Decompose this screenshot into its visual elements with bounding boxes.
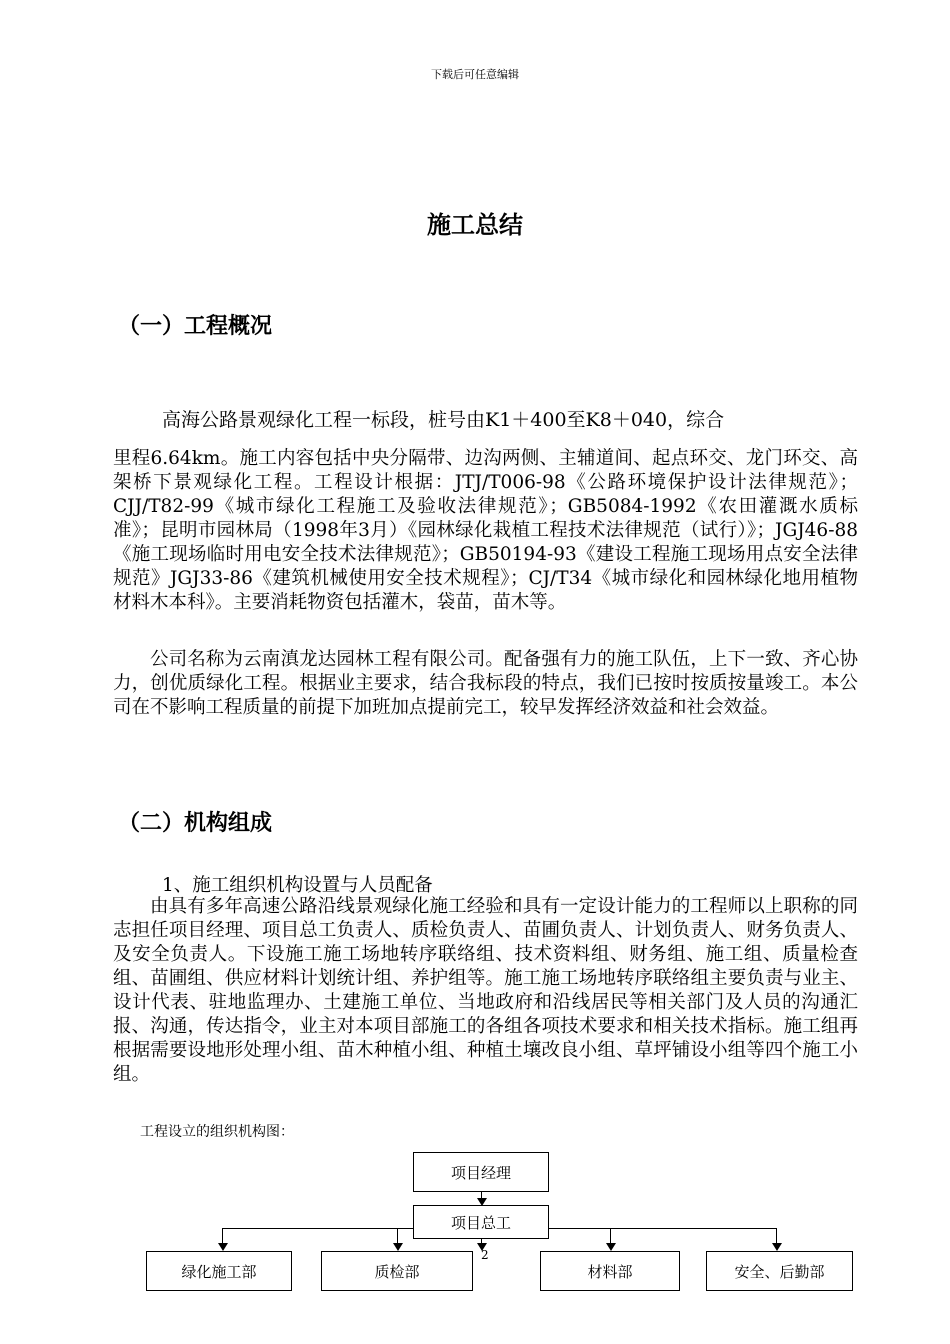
org-box-manager: 项目经理: [413, 1152, 549, 1192]
section2-subheading: 1、施工组织机构设置与人员配备: [162, 875, 433, 896]
section2-para: 由具有多年高速公路沿线景观绿化施工经验和具有一定设计能力的工程师以上职称的同志担任项目经理、项目总工负责人、质检负责人、苗圃负责人、计划负责人、财务负责人、及安全负责人。下设施工施工场地转序联络组、技术资料组、财务组、施工组、质量检查组、苗圃组、供应材料计划统计组、养护组等。施工施工场地转序联络组主要负责与业主、设计代表、驻地监理办、土建施工单位、当地政府和沿线居民等相关部门及人员的沟通汇报、沟通，传达指令，业主对本项目部施工的各组各项技术要求和相关技术指标。施工组再根据需要设地形处理小组、苗木种植小组、种植土壤改良小组、草坪铺设小组等四个施工小组。: [113, 896, 858, 1085]
section1-para1: 里程6.64km。施工内容包括中央分隔带、边沟两侧、主辅道间、起点环交、龙门环交、高架桥下景观绿化工程。工程设计根据：JTJ/T006-98《公路环境保护设计法律规范》；CJJ/T82-99《城市绿化工程施工及验收法律规范》；GB5084-1992《农田灌溉水质标准》；昆明市园林局（1998年3月）《园林绿化栽植工程技术法律规范（试行）》；JGJ46-88《施工现场临时用电安全技术法律规范》；GB50194-93《建设工程施工现场用点安全法律规范》JGJ33-86《建筑机械使用安全技术规程》；CJ/T34《城市绿化和园林绿化地用植物材料木本科》。主要消耗物资包括灌木，袋苗，苗木等。: [113, 448, 858, 613]
org-box-dept-greening: 绿化施工部: [146, 1251, 292, 1291]
org-arrow-dept4-icon: [772, 1243, 782, 1251]
org-box-dept-materials: 材料部: [540, 1251, 680, 1291]
org-branch-left: [222, 1228, 413, 1229]
org-arrow-dept2-icon: [393, 1243, 403, 1251]
section1-para2: 公司名称为云南滇龙达园林工程有限公司。配备强有力的施工队伍，上下一致、齐心协力，创优质绿化工程。根据业主要求，结合我标段的特点，我们已按时按质按量竣工。本公司在不影响工程质量的前提下加班加点提前完工，较早发挥经济效益和社会效益。: [113, 649, 858, 718]
org-arrow-dept3-icon: [606, 1243, 616, 1251]
org-connector-dept3: [610, 1228, 611, 1243]
org-box-chief-engineer: 项目总工: [413, 1205, 549, 1239]
org-branch-right: [549, 1228, 776, 1229]
section1-para1-firstline: 高海公路景观绿化工程一标段，桩号由K1＋400至K8＋040，综合: [162, 409, 725, 431]
org-box-dept-safety: 安全、后勤部: [706, 1251, 853, 1291]
section2-heading: （二）机构组成: [118, 811, 273, 836]
org-chart-caption: 工程设立的组织机构图：: [140, 1124, 294, 1140]
section1-heading: （一）工程概况: [118, 314, 273, 339]
org-connector-dept2: [397, 1228, 398, 1243]
org-connector-dept4: [776, 1228, 777, 1243]
org-arrow-dept1-icon: [218, 1243, 228, 1251]
org-connector-dept1: [222, 1228, 223, 1243]
page-number: 2: [481, 1248, 489, 1262]
page-title: 施工总结: [427, 211, 523, 239]
org-box-dept-quality: 质检部: [321, 1251, 473, 1291]
header-note: 下载后可任意编辑: [431, 68, 519, 81]
